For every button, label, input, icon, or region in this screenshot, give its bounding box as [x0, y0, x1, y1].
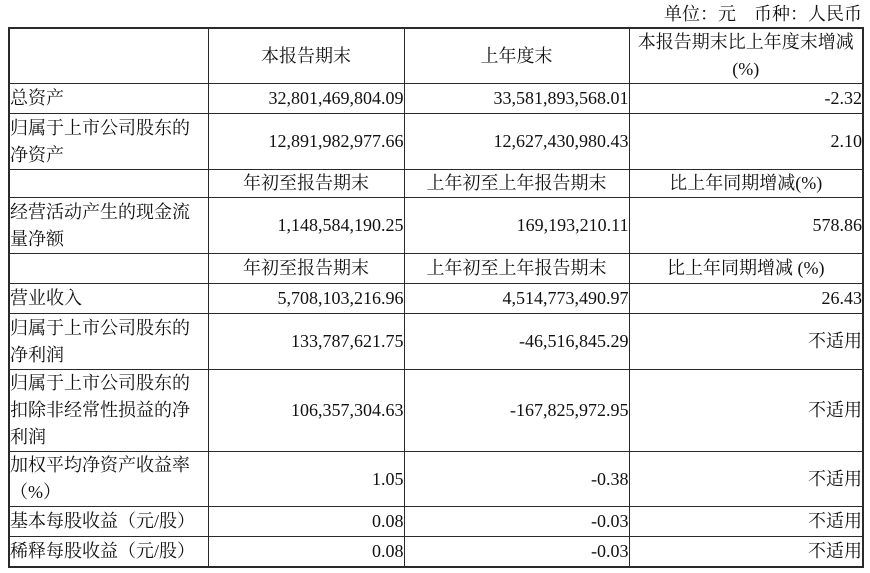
change-cell: -2.32 [629, 84, 863, 114]
current-period-cell: 106,357,304.63 [208, 370, 404, 452]
table-row [9, 114, 863, 170]
header-current-period: 本报告期末 [208, 28, 404, 84]
change-cell: 比上年同期增减 (%) [629, 254, 863, 284]
prior-period-cell: -0.03 [404, 507, 629, 537]
prior-period-cell: 33,581,893,568.01 [404, 84, 629, 114]
change-cell: 不适用 [629, 537, 863, 567]
change-cell: 26.43 [629, 284, 863, 314]
row-label-cell [9, 254, 208, 284]
current-period-cell: 32,801,469,804.09 [208, 84, 404, 114]
current-period-cell: 1.05 [208, 452, 404, 507]
table-row [9, 537, 863, 567]
prior-period-cell: 上年初至上年报告期末 [404, 254, 629, 284]
table-row [9, 170, 863, 198]
prior-period-cell: -167,825,972.95 [404, 370, 629, 452]
table-row [9, 284, 863, 314]
table-row [9, 314, 863, 370]
change-cell: 2.10 [629, 114, 863, 170]
current-period-cell: 133,787,621.75 [208, 314, 404, 370]
row-label-cell: 归属于上市公司股东的净利润 [9, 314, 208, 370]
prior-period-cell: 4,514,773,490.97 [404, 284, 629, 314]
header-row [9, 28, 863, 84]
current-period-cell: 12,891,982,977.66 [208, 114, 404, 170]
change-cell: 不适用 [629, 370, 863, 452]
change-cell: 不适用 [629, 314, 863, 370]
prior-period-cell: -0.38 [404, 452, 629, 507]
current-period-cell: 1,148,584,190.25 [208, 198, 404, 254]
table-body [9, 84, 863, 567]
table-row [9, 452, 863, 507]
prior-period-cell: -0.03 [404, 537, 629, 567]
row-label-cell: 总资产 [9, 84, 208, 114]
current-period-cell: 年初至报告期末 [208, 170, 404, 198]
row-label-cell: 加权平均净资产收益率（%） [9, 452, 208, 507]
table-row [9, 198, 863, 254]
row-label-cell: 经营活动产生的现金流量净额 [9, 198, 208, 254]
table-header [9, 28, 863, 84]
row-label-cell: 营业收入 [9, 284, 208, 314]
financial-summary-table [8, 27, 864, 568]
prior-period-cell: 169,193,210.11 [404, 198, 629, 254]
prior-period-cell: 上年初至上年报告期末 [404, 170, 629, 198]
unit-currency-label: 单位：元 币种：人民币 [664, 4, 862, 24]
prior-period-cell: 12,627,430,980.43 [404, 114, 629, 170]
change-cell: 不适用 [629, 507, 863, 537]
change-cell: 不适用 [629, 452, 863, 507]
row-label-cell: 归属于上市公司股东的净资产 [9, 114, 208, 170]
header-change-percent: 本报告期末比上年度末增减(%) [629, 28, 863, 84]
current-period-cell: 5,708,103,216.96 [208, 284, 404, 314]
table-row [9, 84, 863, 114]
table-row [9, 370, 863, 452]
change-cell: 578.86 [629, 198, 863, 254]
current-period-cell: 0.08 [208, 507, 404, 537]
header-empty-cell [9, 28, 208, 84]
row-label-cell: 基本每股收益（元/股） [9, 507, 208, 537]
change-cell: 比上年同期增减(%) [629, 170, 863, 198]
table-row [9, 254, 863, 284]
row-label-cell: 归属于上市公司股东的扣除非经常性损益的净利润 [9, 370, 208, 452]
current-period-cell: 年初至报告期末 [208, 254, 404, 284]
prior-period-cell: -46,516,845.29 [404, 314, 629, 370]
table-row [9, 507, 863, 537]
row-label-cell: 稀释每股收益（元/股） [9, 537, 208, 567]
current-period-cell: 0.08 [208, 537, 404, 567]
header-prior-year-end: 上年度末 [404, 28, 629, 84]
row-label-cell [9, 170, 208, 198]
